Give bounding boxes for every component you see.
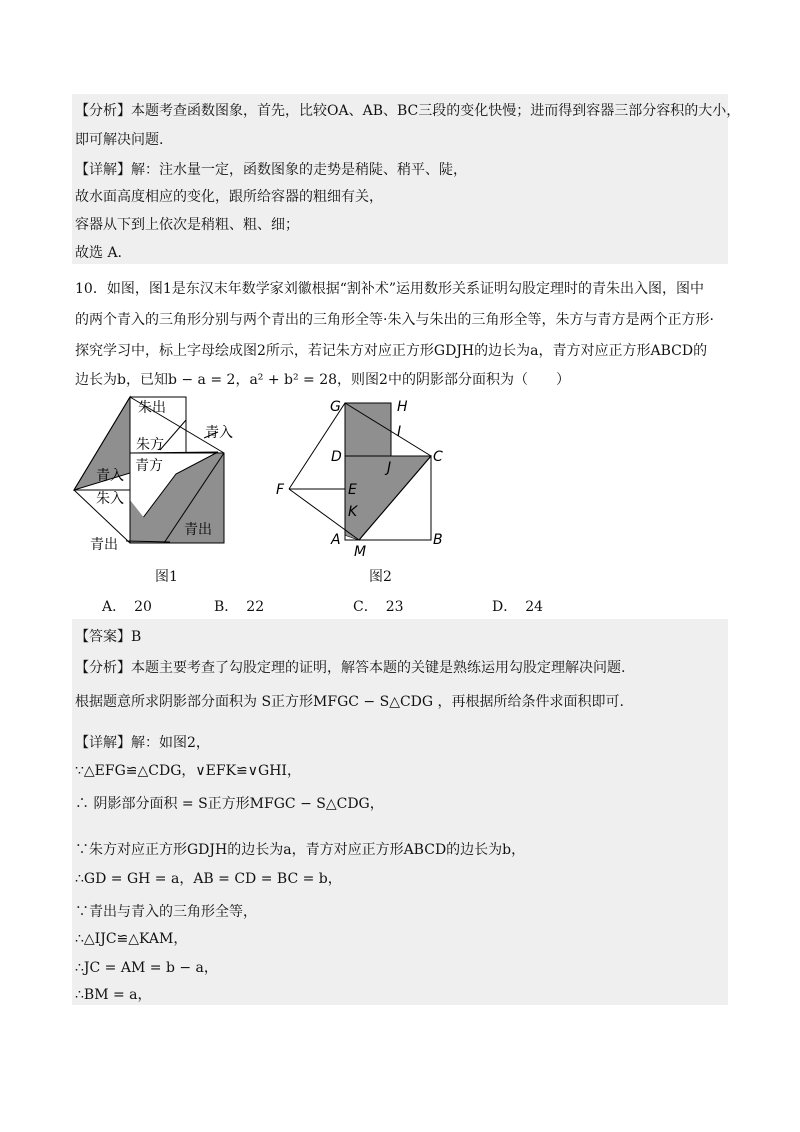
option-c-letter: C． bbox=[353, 599, 378, 615]
fig2-label-G: G bbox=[330, 399, 341, 415]
question-line4: 边长为b，已知b − a = 2，a² + b² = 28，则图2中的阴影部分面积为（ ） bbox=[75, 372, 570, 388]
detail-line8: ∴JC = AM = b − a， bbox=[75, 960, 218, 976]
answer-label: 【答案】B bbox=[75, 629, 142, 645]
fig2-label-I: I bbox=[397, 424, 402, 440]
fig2-label-B: B bbox=[433, 532, 443, 548]
fig1-label-zhu-ru: 朱入 bbox=[96, 491, 124, 507]
option-d bbox=[492, 596, 543, 616]
fig1-label-qing-ru-left: 青入 bbox=[96, 468, 124, 484]
figure-2 bbox=[275, 390, 475, 560]
option-a-value: 20 bbox=[134, 599, 152, 615]
detail-line4: ∵朱方对应正方形GDJH的边长为a，青方对应正方形ABCD的边长为b， bbox=[75, 842, 526, 858]
fig2-label-E: E bbox=[348, 482, 357, 498]
figure-1 bbox=[60, 390, 260, 560]
fig1-label-qing-fang: 青方 bbox=[135, 458, 163, 474]
fig2-line-GF bbox=[289, 403, 345, 489]
analysis-line1: 【分析】本题主要考查了勾股定理的证明，解答本题的关键是熟练运用勾股定理解决问题. bbox=[75, 660, 626, 676]
question-line1: 10．如图，图1是东汉末年数学家刘徽根据“割补术”运用数形关系证明勾股定理时的青朱出入图，图中 bbox=[75, 281, 705, 297]
detail-line3: ∴ 阴影部分面积 = S正方形MFGC − S△CDG， bbox=[75, 796, 384, 812]
analysis-prev-line1: 【分析】本题考查函数图象，首先，比较OA、AB、BC三段的变化快慢；进而得到容器三部分容积的大小， bbox=[75, 103, 741, 119]
fig1-label-zhu-fang: 朱方 bbox=[136, 437, 164, 453]
fig2-label-C: C bbox=[433, 449, 443, 465]
detail-line5: ∴GD = GH = a，AB = CD = BC = b， bbox=[75, 871, 342, 887]
detail-line6: ∵青出与青入的三角形全等， bbox=[75, 904, 257, 920]
fig2-label-A: A bbox=[331, 532, 341, 548]
fig1-label-qing-ru-top: 青入 bbox=[205, 425, 233, 441]
figure1-caption: 图1 bbox=[155, 569, 178, 585]
option-c-value: 23 bbox=[385, 599, 404, 615]
analysis-prev-line2: 即可解决问题. bbox=[75, 132, 164, 148]
option-d-value: 24 bbox=[525, 599, 544, 615]
fig2-label-J: J bbox=[387, 460, 392, 476]
fig1-label-zhu-chu: 朱出 bbox=[138, 400, 166, 416]
figure2-caption: 图2 bbox=[369, 569, 392, 585]
detail-line1: 【详解】解：如图2， bbox=[75, 735, 210, 751]
detail-line9: ∴BM = a， bbox=[75, 987, 152, 1003]
fig2-label-F: F bbox=[276, 482, 285, 498]
fig2-label-D: D bbox=[331, 449, 342, 465]
analysis-line2: 根据题意所求阴影部分面积为 S正方形MFGC − S△CDG ，再根据所给条件求面积即可. bbox=[75, 694, 624, 710]
detail-prev-line3: 容器从下到上依次是稍粗、粗、细； bbox=[75, 217, 299, 233]
fig2-label-H: H bbox=[397, 399, 408, 415]
detail-prev-line1: 【详解】解：注水量一定，函数图象的走势是稍陡、稍平、陡， bbox=[75, 162, 467, 178]
question-line2: 的两个青入的三角形分别与两个青出的三角形全等·朱入与朱出的三角形全等，朱方与青方是两个正方形· bbox=[75, 312, 714, 328]
detail-line7: ∴△IJC≌△KAM， bbox=[75, 931, 188, 947]
detail-prev-line4: 故选 A. bbox=[75, 245, 123, 261]
option-b-letter: B． bbox=[214, 599, 239, 615]
option-b-value: 22 bbox=[246, 599, 265, 615]
option-b bbox=[214, 596, 264, 616]
option-a bbox=[102, 596, 152, 616]
fig1-label-qing-chu-right: 青出 bbox=[184, 522, 212, 538]
fig2-label-M: M bbox=[354, 544, 367, 560]
question-line3: 探究学习中，标上字母绘成图2所示，若记朱方对应正方形GDJH的边长为a，青方对应正方形ABCD的 bbox=[75, 343, 708, 359]
fig1-label-qing-chu-bottom: 青出 bbox=[90, 537, 118, 553]
option-d-letter: D． bbox=[492, 599, 518, 615]
option-c bbox=[353, 596, 404, 616]
detail-prev-line2: 故水面高度相应的变化，跟所给容器的粗细有关， bbox=[75, 189, 383, 205]
detail-line2: ∵△EFG≌△CDG，∨EFK≌∨GHI， bbox=[75, 763, 301, 779]
fig2-label-K: K bbox=[348, 504, 358, 520]
option-a-letter: A． bbox=[102, 599, 127, 615]
